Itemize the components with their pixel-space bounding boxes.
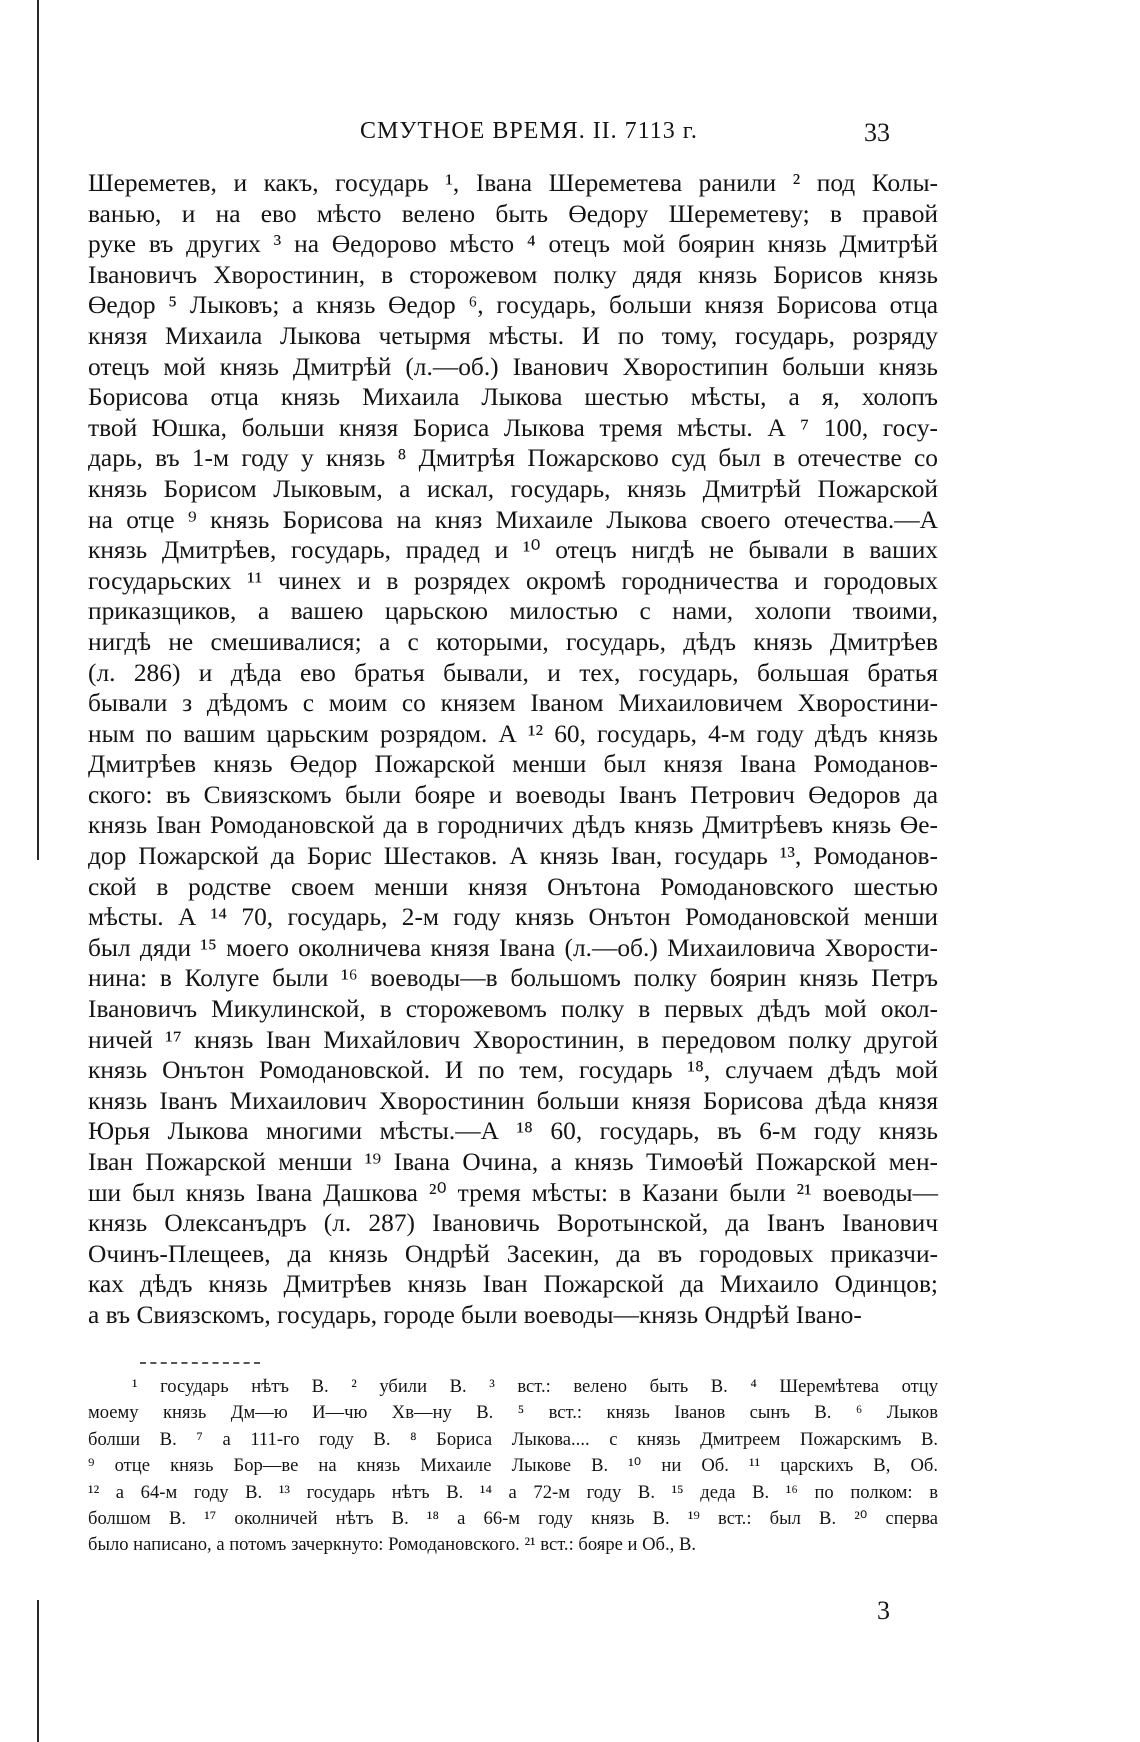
text-line: князь Іванъ Михаилович Хворостинин больши князя Борисова дѣда князя (88, 1086, 938, 1115)
text-line: а въ Свиязскомъ, государь, городе были воеводы—князь Ондрѣй Івано- (88, 1300, 862, 1329)
text-line: государьских ¹¹ чинех и в розрядех окромѣ городничества и городовых (88, 566, 938, 595)
text-line: твой Юшка, больши князя Бориса Лыкова тремя мѣсты. А ⁷ 100, госу- (88, 413, 938, 442)
text-line: ничей ¹⁷ князь Іван Михайлович Хворостинин, в передовом полку другой (88, 1025, 938, 1054)
text-line: ши был князь Івана Дашкова ²⁰ тремя мѣсты: в Казани были ²¹ воеводы— (88, 1178, 938, 1207)
running-header (140, 118, 910, 152)
text-line: нина: в Колуге были ¹⁶ воеводы—в большомъ полку боярин князь Петръ (88, 964, 938, 993)
text-line: (л. 286) и дѣда ево братья бывали, и тех, государь, большая братья (88, 658, 938, 687)
footnote-line: моему князь Дм—ю И—чю Хв—ну В. ⁵ вст.: князь Іванов сынъ В. ⁶ Лыков (88, 1402, 938, 1424)
text-line: дор Пожарской да Борис Шестаков. А князь Іван, государь ¹³, Ромоданов- (88, 842, 938, 871)
text-line: Борисова отца князь Михаила Лыкова шестью мѣсты, а я, холопъ (88, 383, 938, 412)
main-text-block (88, 168, 938, 1331)
text-line: Івановичъ Хворостинин, в сторожевом полку дядя князь Борисов князь (88, 260, 938, 289)
footnote-line: ⁹ отце князь Бор—ве на князь Михаиле Лыкове В. ¹⁰ ни Об. ¹¹ царскихъ В, Об. (88, 1455, 938, 1477)
text-line: Шереметев, и какъ, государь ¹, Івана Шереметева ранили ² под Колы- (88, 169, 938, 197)
text-line: князь Олексанъдръ (л. 287) Івановичь Воротынской, да Іванъ Іванович (88, 1209, 938, 1238)
text-line: князь Борисом Лыковым, а искал, государь, князь Дмитрѣй Пожарской (88, 474, 938, 503)
text-line: князь Іван Ромодановской да в городничих дѣдъ князь Дмитрѣевъ князь Өе- (88, 811, 938, 840)
text-line: дарь, въ 1-м году у князь ⁸ Дмитрѣя Пожарсково суд был в отечестве со (88, 444, 938, 473)
text-line: на отце ⁹ князь Борисова на княз Михаиле Лыкова своего отечества.—А (88, 505, 938, 534)
text-line: бывали з дѣдомъ с моим со князем Іваном Михаиловичем Хворостини- (88, 689, 938, 718)
text-line: был дяди ¹⁵ моего околничева князя Івана (л.—об.) Михаиловича Хворости- (88, 933, 938, 962)
running-title: СМУТНОЕ ВРЕМЯ. II. 7113 г. (360, 118, 698, 144)
footnote-line: болшом В. ¹⁷ околничей нѣтъ В. ¹⁸ а 66-м году князь В. ¹⁹ вст.: был В. ²⁰ сперва (88, 1507, 938, 1529)
text-line: князя Михаила Лыкова четырмя мѣсты. И по тому, государь, розряду (88, 321, 938, 350)
footnote-line: ¹ государь нѣтъ В. ² убили В. ³ вст.: велено быть В. ⁴ Шеремѣтева отцу (132, 1376, 938, 1397)
text-line: Очинъ-Плещеев, да князь Ондрѣй Засекин, да въ городовых приказчи- (88, 1239, 938, 1268)
text-line: ванью, и на ево мѣсто велено быть Өедору Шереметеву; в правой (88, 199, 938, 228)
footnote-separator (140, 1362, 260, 1364)
scan-edge-line-top (37, 0, 39, 860)
text-line: князь Онътон Ромодановской. И по тем, государь ¹⁸, случаем дѣдъ мой (88, 1056, 938, 1085)
text-line: Юрья Лыкова многими мѣсты.—А ¹⁸ 60, государь, въ 6-м году князь (88, 1117, 938, 1146)
text-line: ным по вашим царьским розрядом. А ¹² 60, государь, 4-м году дѣдъ князь (88, 719, 938, 748)
footnotes-block (88, 1374, 938, 1559)
sheet-signature-mark: 3 (877, 1596, 890, 1625)
text-line: ках дѣдъ князь Дмитрѣев князь Іван Пожарской да Михаило Одинцов; (88, 1270, 938, 1299)
scan-edge-line-bottom (37, 1600, 39, 1742)
text-line: князь Дмитрѣев, государь, прадед и ¹⁰ отецъ нигдѣ не бывали в ваших (88, 536, 938, 565)
text-line: мѣсты. А ¹⁴ 70, государь, 2-м году князь Онътон Ромодановской менши (88, 903, 938, 932)
text-line: руке въ других ³ на Өедорово мѣсто ⁴ отецъ мой боярин князь Дмитрѣй (88, 230, 938, 259)
text-line: Івановичъ Микулинской, в сторожевомъ полку в первых дѣдъ мой окол- (88, 995, 938, 1024)
text-line: Іван Пожарской менши ¹⁹ Івана Очина, а князь Тимоөѣй Пожарской мен- (88, 1148, 938, 1176)
text-line: нигдѣ не смешивалися; а с которыми, государь, дѣдъ князь Дмитрѣев (88, 627, 938, 656)
footnote-line: болши В. ⁷ а 111-го году В. ⁸ Бориса Лыкова.... с князь Дмитреем Пожарскимъ В. (88, 1428, 938, 1450)
text-line: ского: въ Свиязскомъ были бояре и воеводы Іванъ Петрович Өедоров да (88, 780, 938, 809)
page-number: 33 (864, 118, 890, 147)
footnote-line: ¹² а 64-м году В. ¹³ государь нѣтъ В. ¹⁴ а 72-м году В. ¹⁵ деда В. ¹⁶ по полком: в (88, 1481, 938, 1503)
text-line: приказщиков, а вашею царьскою милостью с нами, холопи твоими, (88, 597, 938, 626)
footnote-line: было написано, а потомъ зачеркнуто: Ромодановского. ²¹ вст.: бояре и Об., В. (88, 1534, 697, 1556)
text-line: Дмитрѣев князь Өедор Пожарской менши был князя Івана Ромоданов- (88, 750, 938, 779)
text-line: отецъ мой князь Дмитрѣй (л.—об.) Іванович Хворостипин больши князь (88, 352, 938, 381)
text-line: Өедор ⁵ Лыковъ; а князь Өедор ⁶, государь, больши князя Борисова отца (88, 291, 938, 320)
text-line: ской в родстве своем менши князя Онътона Ромодановского шестью (88, 872, 938, 901)
